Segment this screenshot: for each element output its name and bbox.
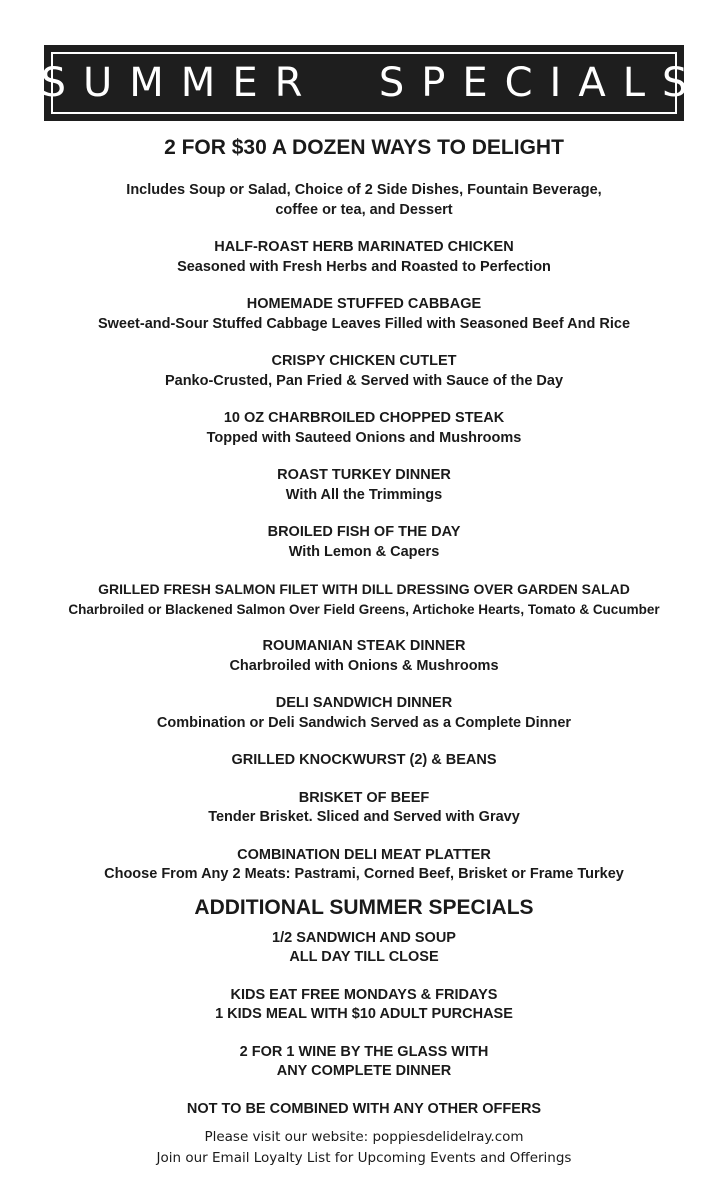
menu-item-name: 10 OZ CHARBROILED CHOPPED STEAK [223, 410, 505, 426]
title-banner-frame [40, 52, 705, 114]
menu-item-name: DELI SANDWICH DINNER [275, 695, 453, 711]
additional-item [0, 929, 728, 968]
menu-item [0, 789, 728, 828]
menu-item [0, 580, 728, 619]
menu-item [0, 523, 728, 562]
page-title: SUMMER SPECIALS [40, 60, 705, 106]
additional-specials [0, 895, 728, 1120]
menu-item [0, 295, 728, 334]
menu-item [0, 238, 728, 277]
additional-item-line: 1/2 SANDWICH AND SOUP [272, 929, 456, 946]
menu-item-name: CRISPY CHICKEN CUTLET [271, 353, 457, 369]
intro-block [0, 181, 728, 220]
menu-item-name: HOMEMADE STUFFED CABBAGE [246, 296, 482, 312]
menu-item [0, 637, 728, 676]
menu-item [0, 466, 728, 505]
additional-item-line: ALL DAY TILL CLOSE [289, 949, 439, 965]
additional-item-line: ANY COMPLETE DINNER [276, 1063, 452, 1079]
additional-item-line: 1 KIDS MEAL WITH $10 ADULT PURCHASE [215, 1006, 513, 1022]
menu-item-desc: Combination or Deli Sandwich Served as a Complete Dinner [156, 714, 572, 731]
menu-item-name: BROILED FISH OF THE DAY [267, 524, 461, 540]
menu-item-name: BRISKET OF BEEF [298, 789, 430, 806]
menu-item-name: HALF-ROAST HERB MARINATED CHICKEN [214, 239, 514, 255]
menu-item-desc: Tender Brisket. Sliced and Served with Gravy [208, 809, 520, 825]
menu-list [0, 238, 728, 885]
menu-item [0, 409, 728, 448]
additional-item [0, 1043, 728, 1082]
intro-line: coffee or tea, and Dessert [275, 201, 453, 218]
menu-item-name: ROUMANIAN STEAK DINNER [262, 638, 466, 654]
menu-item-name: GRILLED KNOCKWURST (2) & BEANS [231, 752, 497, 768]
menu-item-desc: Sweet-and-Sour Stuffed Cabbage Leaves Filled with Seasoned Beef And Rice [97, 315, 631, 332]
menu-item [0, 751, 728, 771]
menu-item-desc: Panko-Crusted, Pan Fried & Served with Sauce of the Day [164, 372, 564, 389]
additional-item-line: KIDS EAT FREE MONDAYS & FRIDAYS [230, 986, 498, 1003]
menu-item-desc: Charbroiled with Onions & Mushrooms [229, 657, 499, 674]
menu-item-desc: With All the Trimmings [285, 486, 443, 503]
disclaimer: NOT TO BE COMBINED WITH ANY OTHER OFFERS [186, 1100, 542, 1117]
additional-specials-heading: ADDITIONAL SUMMER SPECIALS [194, 895, 534, 919]
menu-item-desc: With Lemon & Capers [288, 543, 440, 560]
menu-item-desc: Charbroiled or Blackened Salmon Over Field Greens, Artichoke Hearts, Tomato & Cucumber [68, 601, 660, 617]
title-banner [40, 45, 705, 121]
menu-item-desc: Seasoned with Fresh Herbs and Roasted to Perfection [177, 258, 551, 275]
menu-item-name: GRILLED FRESH SALMON FILET WITH DILL DRESSING OVER GARDEN SALAD [98, 581, 630, 597]
additional-item [0, 986, 728, 1025]
menu-item [0, 846, 728, 885]
disclaimer-block [0, 1100, 728, 1120]
menu-item [0, 352, 728, 391]
website-line: Please visit our website: poppiesdelidelray.com [204, 1129, 524, 1145]
loyalty-line: Join our Email Loyalty List for Upcoming Events and Offerings [156, 1150, 572, 1166]
menu-content [0, 135, 728, 1169]
menu-item-name: COMBINATION DELI MEAT PLATTER [237, 846, 491, 863]
intro-line: Includes Soup or Salad, Choice of 2 Side Dishes, Fountain Beverage, [126, 182, 602, 198]
menu-item-desc: Choose From Any 2 Meats: Pastrami, Corned Beef, Brisket or Frame Turkey [104, 866, 624, 882]
headline: 2 FOR $30 A DOZEN WAYS TO DELIGHT [164, 136, 564, 159]
menu-item [0, 694, 728, 733]
menu-item-desc: Topped with Sauteed Onions and Mushrooms [206, 429, 522, 446]
footer [0, 1127, 728, 1169]
menu-item-name: ROAST TURKEY DINNER [277, 467, 451, 483]
additional-item-line: 2 FOR 1 WINE BY THE GLASS WITH [239, 1043, 489, 1060]
